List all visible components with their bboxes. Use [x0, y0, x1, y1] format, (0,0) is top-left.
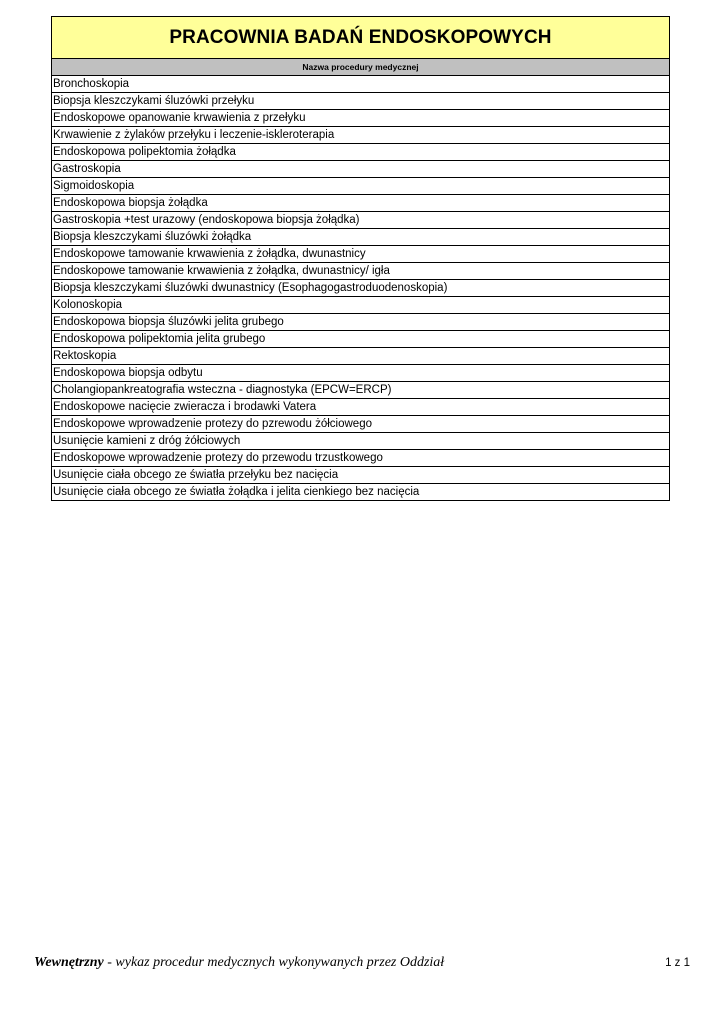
table-row: Endoskopowe wprowadzenie protezy do pzrewodu żółciowego [52, 416, 669, 433]
table-row: Endoskopowa polipektomia żołądka [52, 144, 669, 161]
footer-label-bold: Wewnętrzny [34, 955, 104, 970]
table-row: Usunięcie ciała obcego ze światła przełyku bez nacięcia [52, 467, 669, 484]
table-row: Gastroskopia [52, 161, 669, 178]
table-row: Endoskopowe nacięcie zwieracza i brodawki Vatera [52, 399, 669, 416]
table-row: Rektoskopia [52, 348, 669, 365]
page-title: PRACOWNIA BADAŃ ENDOSKOPOWYCH [52, 17, 669, 59]
table-row: Krwawienie z żylaków przełyku i leczenie-iskleroterapia [52, 127, 669, 144]
table-row: Biopsja kleszczykami śluzówki żołądka [52, 229, 669, 246]
table-row: Endoskopowa polipektomia jelita grubego [52, 331, 669, 348]
footer-caption [34, 955, 444, 971]
table-row: Bronchoskopia [52, 76, 669, 93]
table-row: Usunięcie ciała obcego ze światła żołądka i jelita cienkiego bez nacięcia [53, 486, 420, 498]
table-row: Biopsja kleszczykami śluzówki dwunastnicy (Esophagogastroduodenoskopia) [52, 280, 669, 297]
footer-label-rest: - wykaz procedur medycznych wykonywanych przez Oddział [103, 955, 445, 970]
table-row: Sigmoidoskopia [52, 178, 669, 195]
table-row: Endoskopowe tamowanie krwawienia z żołądka, dwunastnicy/ igła [52, 263, 669, 280]
procedure-table [51, 16, 670, 501]
table-row: Endoskopowa biopsja żołądka [52, 195, 669, 212]
table-row: Endoskopowa biopsja śluzówki jelita grubego [52, 314, 669, 331]
page-indicator: 1 z 1 [665, 957, 690, 969]
table-row: Usunięcie kamieni z dróg żółciowych [52, 433, 669, 450]
table-row: Endoskopowe tamowanie krwawienia z żołądka, dwunastnicy [52, 246, 669, 263]
column-header: Nazwa procedury medycznej [52, 59, 669, 76]
table-row: Kolonoskopia [52, 297, 669, 314]
table-row: Endoskopowe wprowadzenie protezy do przewodu trzustkowego [52, 450, 669, 467]
procedure-list [52, 76, 669, 500]
table-row: Biopsja kleszczykami śluzówki przełyku [52, 93, 669, 110]
table-row: Gastroskopia +test urazowy (endoskopowa biopsja żołądka) [52, 212, 669, 229]
table-row: Cholangiopankreatografia wsteczna - diagnostyka (EPCW=ERCP) [52, 382, 669, 399]
table-row: Endoskopowa biopsja odbytu [52, 365, 669, 382]
table-row: Endoskopowe opanowanie krwawienia z przełyku [52, 110, 669, 127]
